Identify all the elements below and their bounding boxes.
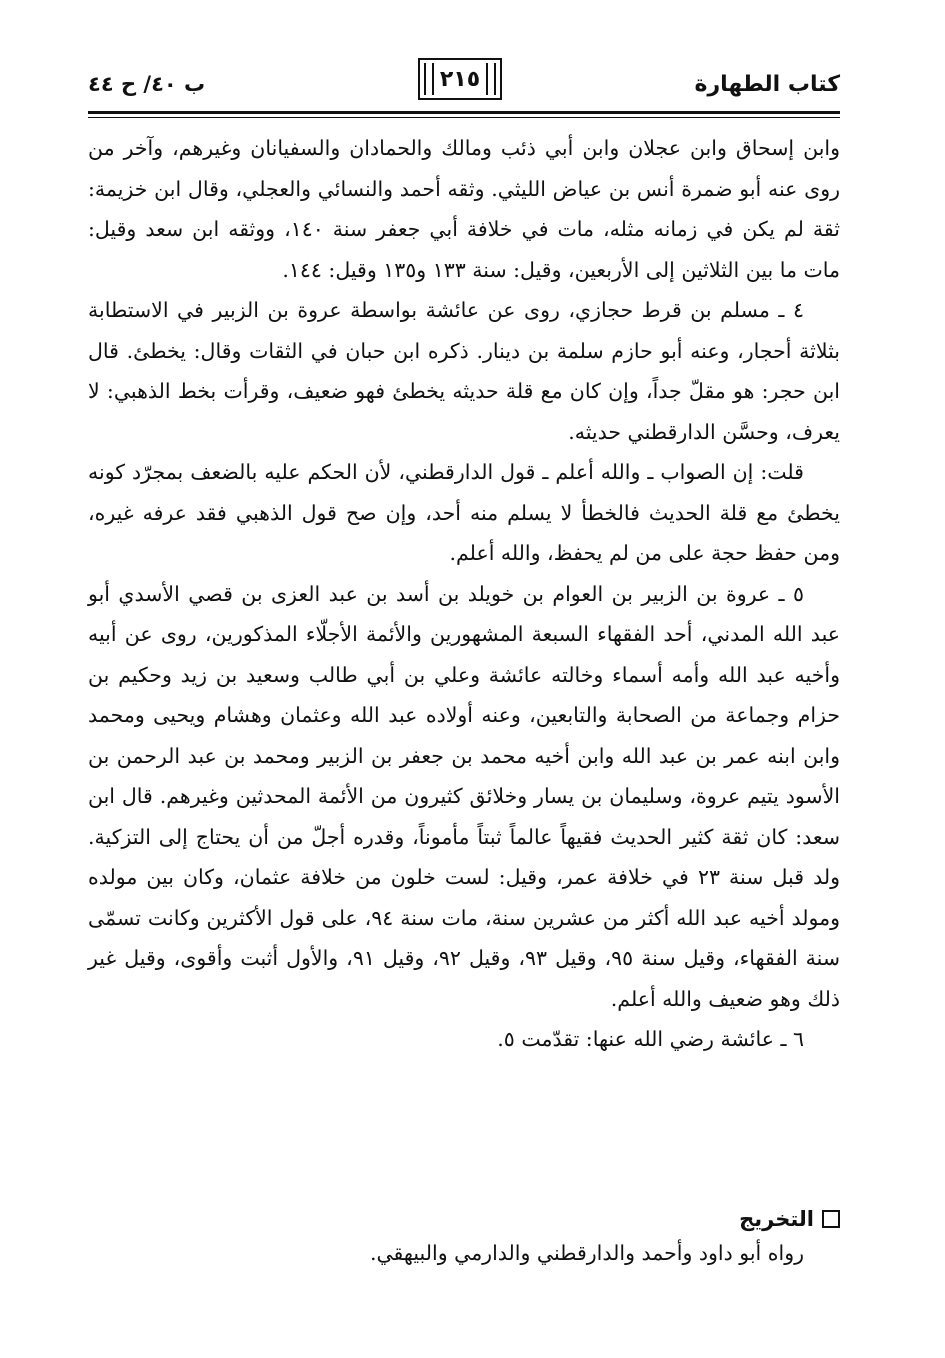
page-header [88, 58, 840, 108]
takhrij-heading: التخريج [739, 1207, 814, 1231]
header-rule-thin [88, 117, 840, 118]
paragraph-narrator-5: ٥ ـ عروة بن الزبير بن العوام بن خويلد بن أسد بن عبد العزى بن قصي الأسدي أبو عبد الله المدني، أحد الفقهاء السبعة المشهورين والأئمة الأجلّاء المذكورين، روى عن أبيه وأخيه عبد الله وأمه أسماء وخالته عائشة وعلي بن أبي طالب وسعيد بن زيد وحكيم بن حزام وجماعة من الصحابة والتابعين، وعنه أولاده عبد الله وعثمان وهشام ويحيى ومحمد وابن ابنه عمر بن عبد الله وابن أخيه محمد بن جعفر بن الزبير ومحمد بن عبد الرحمن بن الأسود يتيم عروة، وسليمان بن يسار وخلائق كثيرون من الأئمة المحدثين وغيرهم. قال ابن سعد: كان ثقة كثير الحديث فقيهاً عالماً ثبتاً مأموناً، وقدره أجلّ من أن يحتاج إلى التزكية. ولد قبل سنة ٢٣ في خلافة عمر، وقيل: لست خلون من خلافة عثمان، وكان بين مولده ومولد أخيه عبد الله أكثر من عشرين سنة، مات سنة ٩٤، على قول الأكثرين وكانت تسمّى سنة الفقهاء، وقيل سنة ٩٥، وقيل ٩٣، وقيل ٩٢، وقيل ٩١، والأول أثبت وأقوى، وقيل غير ذلك وهو ضعيف والله أعلم. [88, 581, 841, 1011]
page-number: ٢١٥ [439, 66, 481, 92]
takhrij-text: رواه أبو داود وأحمد والدارقطني والدارمي والبيهقي. [369, 1241, 804, 1265]
page-number-box [418, 58, 502, 100]
book-title: كتاب الطهارة [694, 72, 840, 97]
chapter-reference: ب ٤٠/ ح ٤٤ [88, 72, 206, 96]
paragraph-continued: وابن إسحاق وابن عجلان وابن أبي ذئب ومالك والحمادان والسفيانان وغيرهم، وآخر من روى عنه أبو ضمرة أنس بن عياض الليثي. وثقه أحمد والنسائي والعجلي، وقال ابن خزيمة: ثقة لم يكن في زمانه مثله، مات في خلافة أبي جعفر سنة ١٤٠، ووثقه ابن سعد وقيل: مات ما بين الثلاثين إلى الأربعين، وقيل: سنة ١٣٣ و١٣٥ وقيل: ١٤٤. [88, 136, 840, 282]
main-text [88, 128, 840, 1060]
header-rule-thick [88, 111, 840, 114]
takhrij-heading-row [88, 1207, 840, 1231]
takhrij-section [88, 1207, 840, 1265]
square-bullet-icon [822, 1210, 840, 1228]
paragraph-narrator-4: ٤ ـ مسلم بن قرط حجازي، روى عن عائشة بواسطة عروة بن الزبير في الاستطابة بثلاثة أحجار، وعنه أبو حازم سلمة بن دينار. ذكره ابن حبان في الثقات وقال: يخطئ. قال ابن حجر: هو مقلّ جداً، وإن كان مع قلة حديثه يخطئ فهو ضعيف، وقرأت بخط الذهبي: لا يعرف، وحسَّن الدارقطني حديثه. [88, 298, 840, 444]
paragraph-author-comment: قلت: إن الصواب ـ والله أعلم ـ قول الدارقطني، لأن الحكم عليه بالضعف بمجرّد كونه يخطئ مع قلة الحديث فالخطأ لا يسلم منه أحد، وإن صح قول الذهبي فقد عرفه غيره، ومن حفظ حجة على من لم يحفظ، والله أعلم. [88, 460, 840, 565]
paragraph-narrator-6: ٦ ـ عائشة رضي الله عنها: تقدّمت ٥. [497, 1027, 804, 1051]
